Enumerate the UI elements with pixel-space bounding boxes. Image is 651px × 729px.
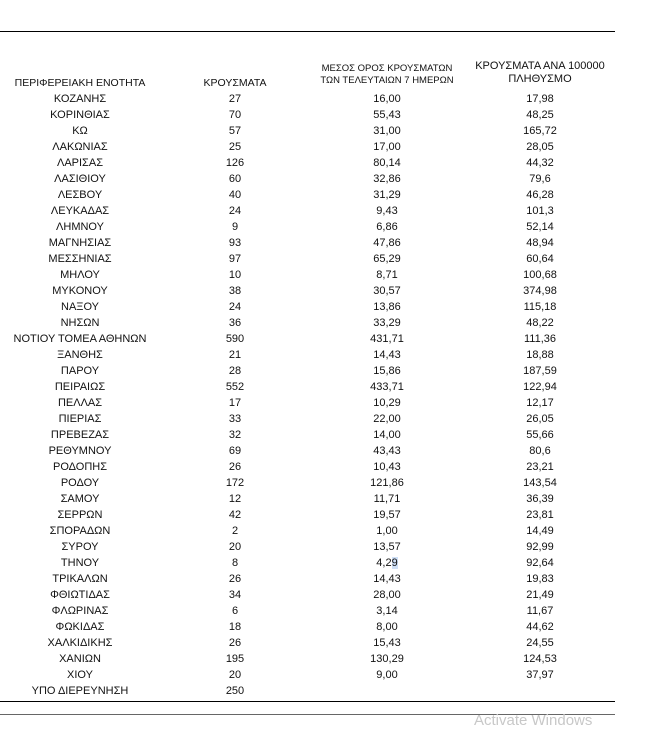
cell-weekly-average: 14,43 [373,573,401,585]
cell-cases: 38 [228,285,242,297]
table-row [0,251,615,267]
header-cases-per-100k [465,60,615,86]
cell-cases: 36 [228,317,242,329]
table-row [0,411,615,427]
cell-cases: 21 [228,349,242,361]
table-row [0,555,615,571]
table-row [0,235,615,251]
cell-cases: 8 [231,557,239,569]
cell-cases-per-100k: 55,66 [526,429,554,441]
cell-weekly-average: 17,00 [373,141,401,153]
cell-cases-per-100k: 23,21 [526,461,554,473]
cell-cases-per-100k: 26,05 [526,413,554,425]
cell-region: ΝΟΤΙΟΥ ΤΟΜΕΑ ΑΘΗΝΩΝ [13,333,147,345]
cell-weekly-average: 28,00 [373,589,401,601]
cell-cases-per-100k: 44,62 [526,621,554,633]
cell-region: ΡΟΔΟΥ [60,477,100,489]
cell-cases-per-100k: 165,72 [523,125,557,137]
cell-weekly-average: 55,43 [373,109,401,121]
table-row [0,651,615,667]
cell-cases: 24 [228,205,242,217]
cell-cases: 33 [228,413,242,425]
cell-region: ΠΕΛΛΑΣ [57,397,103,409]
cell-cases-per-100k: 92,64 [526,557,554,569]
cell-cases: 250 [225,685,245,697]
cell-weekly-average: 65,29 [373,253,401,265]
cell-weekly-average: 9,00 [376,669,398,681]
cell-region: ΠΑΡΟΥ [60,365,100,377]
cell-cases: 552 [225,381,245,393]
cell-cases: 24 [228,301,242,313]
cell-cases-per-100k: 24,55 [526,637,554,649]
cell-weekly-average: 43,43 [373,445,401,457]
cell-region: ΧΑΛΚΙΔΙΚΗΣ [47,637,113,649]
activate-windows-watermark: Activate Windows [474,712,593,729]
table-row [0,299,615,315]
cell-cases-per-100k: 101,3 [526,205,554,217]
cell-cases-per-100k: 115,18 [523,301,557,313]
cell-weekly-average: 431,71 [370,333,404,345]
cell-cases-per-100k: 17,98 [526,93,554,105]
cell-region: ΜΥΚΟΝΟΥ [52,285,108,297]
cell-cases-per-100k: 100,68 [523,269,557,281]
cell-cases: 10 [228,269,242,281]
cell-region: ΦΘΙΩΤΙΔΑΣ [50,589,110,601]
table-row [0,491,615,507]
table-row [0,203,615,219]
cell-weekly-average: 31,00 [373,125,401,137]
cell-cases: 57 [228,125,242,137]
cell-cases-per-100k: 12,17 [526,397,554,409]
table-row [0,571,615,587]
cell-region: ΦΛΩΡΙΝΑΣ [51,605,109,617]
table-row [0,523,615,539]
cell-region: ΡΕΘΥΜΝΟΥ [48,445,112,457]
cell-cases: 195 [225,653,245,665]
bottom-rule [0,701,615,702]
cell-cases: 20 [228,541,242,553]
data-table [0,91,615,699]
table-row [0,331,615,347]
cell-cases: 42 [228,509,242,521]
cell-cases-per-100k: 52,14 [526,221,554,233]
cell-cases-per-100k: 143,54 [523,477,557,489]
cell-cases-per-100k: 79,6 [529,173,551,185]
cell-region: ΝΑΞΟΥ [61,301,99,313]
cell-weekly-average: 6,86 [376,221,398,233]
cell-weekly-average: 121,86 [370,477,404,489]
cell-region: ΛΑΡΙΣΑΣ [56,157,103,169]
cell-cases-per-100k: 48,22 [526,317,554,329]
header-weekly-average-line2: ΤΩΝ ΤΕΛΕΥΤΑΙΩΝ 7 ΗΜΕΡΩΝ [320,75,454,86]
cell-cases: 60 [228,173,242,185]
cell-region: ΧΙΟΥ [67,669,93,681]
header-region: ΠΕΡΙΦΕΡΕΙΑΚΗ ΕΝΟΤΗΤΑ [14,77,146,89]
cell-cases-per-100k: 124,53 [523,653,557,665]
table-row [0,635,615,651]
cell-cases: 26 [228,461,242,473]
cell-cases: 32 [228,429,242,441]
cell-region: ΛΑΣΙΘΙΟΥ [54,173,106,185]
cell-region: ΣΠΟΡΑΔΩΝ [49,525,111,537]
cell-cases-per-100k: 122,94 [523,381,557,393]
cell-cases-per-100k: 48,25 [526,109,554,121]
cell-region: ΛΑΚΩΝΙΑΣ [52,141,108,153]
table-row [0,219,615,235]
cell-cases-per-100k: 23,81 [526,509,554,521]
cell-cases-per-100k: 21,49 [526,589,554,601]
cell-weekly-average: 22,00 [373,413,401,425]
cell-cases: 69 [228,445,242,457]
cell-cases-per-100k: 48,94 [526,237,554,249]
cell-cases: 17 [228,397,242,409]
cell-cases-per-100k: 46,28 [526,189,554,201]
cell-region: ΣΕΡΡΩΝ [57,509,103,521]
cell-region: ΞΑΝΘΗΣ [57,349,103,361]
cell-weekly-average: 15,86 [373,365,401,377]
header-cases-per-100k-line1: ΚΡΟΥΣΜΑΤΑ ΑΝΑ 100000 [475,60,605,72]
text-selection-highlight: 9 [391,557,398,569]
cell-cases: 97 [228,253,242,265]
cell-cases-per-100k: 36,39 [526,493,554,505]
cell-region: ΠΙΕΡΙΑΣ [58,413,102,425]
cell-cases: 40 [228,189,242,201]
table-row [0,187,615,203]
cell-weekly-average: 3,14 [376,605,398,617]
cell-cases: 26 [228,637,242,649]
cell-cases-per-100k: 37,97 [526,669,554,681]
cell-cases: 25 [228,141,242,153]
cell-cases: 70 [228,109,242,121]
table-row [0,379,615,395]
table-row [0,539,615,555]
cell-weekly-average: 19,57 [373,509,401,521]
cell-weekly-average: 10,29 [373,397,401,409]
cell-weekly-average: 80,14 [373,157,401,169]
cell-weekly-average: 8,71 [376,269,398,281]
cell-region: ΧΑΝΙΩΝ [59,653,101,665]
cell-cases: 9 [231,221,239,233]
table-row [0,267,615,283]
table-row [0,667,615,683]
cell-weekly-average: 30,57 [373,285,401,297]
cell-weekly-average: 31,29 [373,189,401,201]
header-cases-per-100k-line2: ΠΛΗΘΥΣΜΟ [508,73,572,85]
cell-weekly-average: 10,43 [373,461,401,473]
cell-region: ΝΗΣΩΝ [60,317,100,329]
header-cases: ΚΡΟΥΣΜΑΤΑ [203,77,267,89]
cell-region: ΦΩΚΙΔΑΣ [55,621,105,633]
cell-cases: 12 [228,493,242,505]
cell-region: ΛΕΣΒΟΥ [57,189,103,201]
header-weekly-average [305,63,469,87]
cell-cases-per-100k: 92,99 [526,541,554,553]
header-weekly-average-line1: ΜΕΣΟΣ ΟΡΟΣ ΚΡΟΥΣΜΑΤΩΝ [321,63,453,74]
cell-region: ΤΡΙΚΑΛΩΝ [52,573,108,585]
cell-region: ΛΕΥΚΑΔΑΣ [50,205,110,217]
cell-weekly-average: 13,57 [373,541,401,553]
cell-region: ΜΕΣΣΗΝΙΑΣ [48,253,112,265]
table-row [0,123,615,139]
cell-region: ΠΕΙΡΑΙΩΣ [54,381,106,393]
cell-weekly-average: 13,86 [373,301,401,313]
table-row [0,395,615,411]
cell-cases: 20 [228,669,242,681]
cell-region: ΡΟΔΟΠΗΣ [52,461,108,473]
cell-weekly-average: 130,29 [370,653,404,665]
cell-weekly-average: 1,00 [376,525,398,537]
table-row [0,347,615,363]
cell-cases-per-100k: 19,83 [526,573,554,585]
cell-region: ΤΗΝΟΥ [60,557,100,569]
cell-cases: 126 [225,157,245,169]
table-row [0,171,615,187]
cell-weekly-average: 47,86 [373,237,401,249]
cell-cases: 172 [225,477,245,489]
cell-weekly-average: 14,43 [373,349,401,361]
cell-region: ΜΗΛΟΥ [60,269,100,281]
cell-region: ΜΑΓΝΗΣΙΑΣ [48,237,112,249]
cell-cases-per-100k: 11,67 [526,605,554,617]
table-row [0,363,615,379]
cell-region: ΣΥΡΟΥ [61,541,99,553]
table-row [0,587,615,603]
cell-cases-per-100k: 60,64 [526,253,554,265]
cell-region: ΠΡΕΒΕΖΑΣ [50,429,110,441]
cell-region: ΚΩ [72,125,88,137]
cell-weekly-average: 9,43 [376,205,398,217]
cell-cases-per-100k: 18,88 [526,349,554,361]
cell-cases: 93 [228,237,242,249]
cell-region: ΥΠΟ ΔΙΕΡΕΥΝΗΣΗ [31,685,129,697]
table-row [0,475,615,491]
table-row [0,139,615,155]
cell-weekly-average: 14,00 [373,429,401,441]
cell-cases-per-100k: 111,36 [523,333,556,345]
cell-region: ΚΟΡΙΝΘΙΑΣ [50,109,110,121]
table-row [0,603,615,619]
table-row [0,427,615,443]
table-row [0,683,615,699]
cell-cases: 590 [225,333,245,345]
table-row [0,283,615,299]
cell-weekly-average: 16,00 [373,93,401,105]
table-row [0,443,615,459]
cell-cases-per-100k: 44,32 [526,157,554,169]
table-row [0,459,615,475]
top-rule [0,31,615,32]
cell-cases-per-100k: 80,6 [529,445,551,457]
table-row [0,107,615,123]
cell-region: ΣΑΜΟΥ [60,493,100,505]
cell-cases: 34 [228,589,242,601]
cell-weekly-average: 8,00 [376,621,398,633]
cell-cases: 2 [231,525,239,537]
cell-weekly-average: 15,43 [373,637,401,649]
cell-region: ΚΟΖΑΝΗΣ [53,93,107,105]
cell-weekly-average: 4,29 [376,557,398,569]
cell-cases-per-100k: 187,59 [523,365,557,377]
cell-weekly-average: 32,86 [373,173,401,185]
cell-cases: 18 [228,621,242,633]
cell-cases: 6 [231,605,239,617]
cell-weekly-average: 433,71 [370,381,404,393]
cell-cases-per-100k: 374,98 [523,285,557,297]
cell-cases: 26 [228,573,242,585]
cell-cases-per-100k: 28,05 [526,141,554,153]
table-row [0,507,615,523]
cell-cases: 28 [228,365,242,377]
cell-region: ΛΗΜΝΟΥ [56,221,104,233]
cell-cases: 27 [228,93,242,105]
table-row [0,155,615,171]
cell-cases-per-100k: 14,49 [526,525,554,537]
table-row [0,91,615,107]
table-row [0,315,615,331]
table-row [0,619,615,635]
cell-weekly-average: 33,29 [373,317,401,329]
cell-weekly-average: 11,71 [373,493,401,505]
